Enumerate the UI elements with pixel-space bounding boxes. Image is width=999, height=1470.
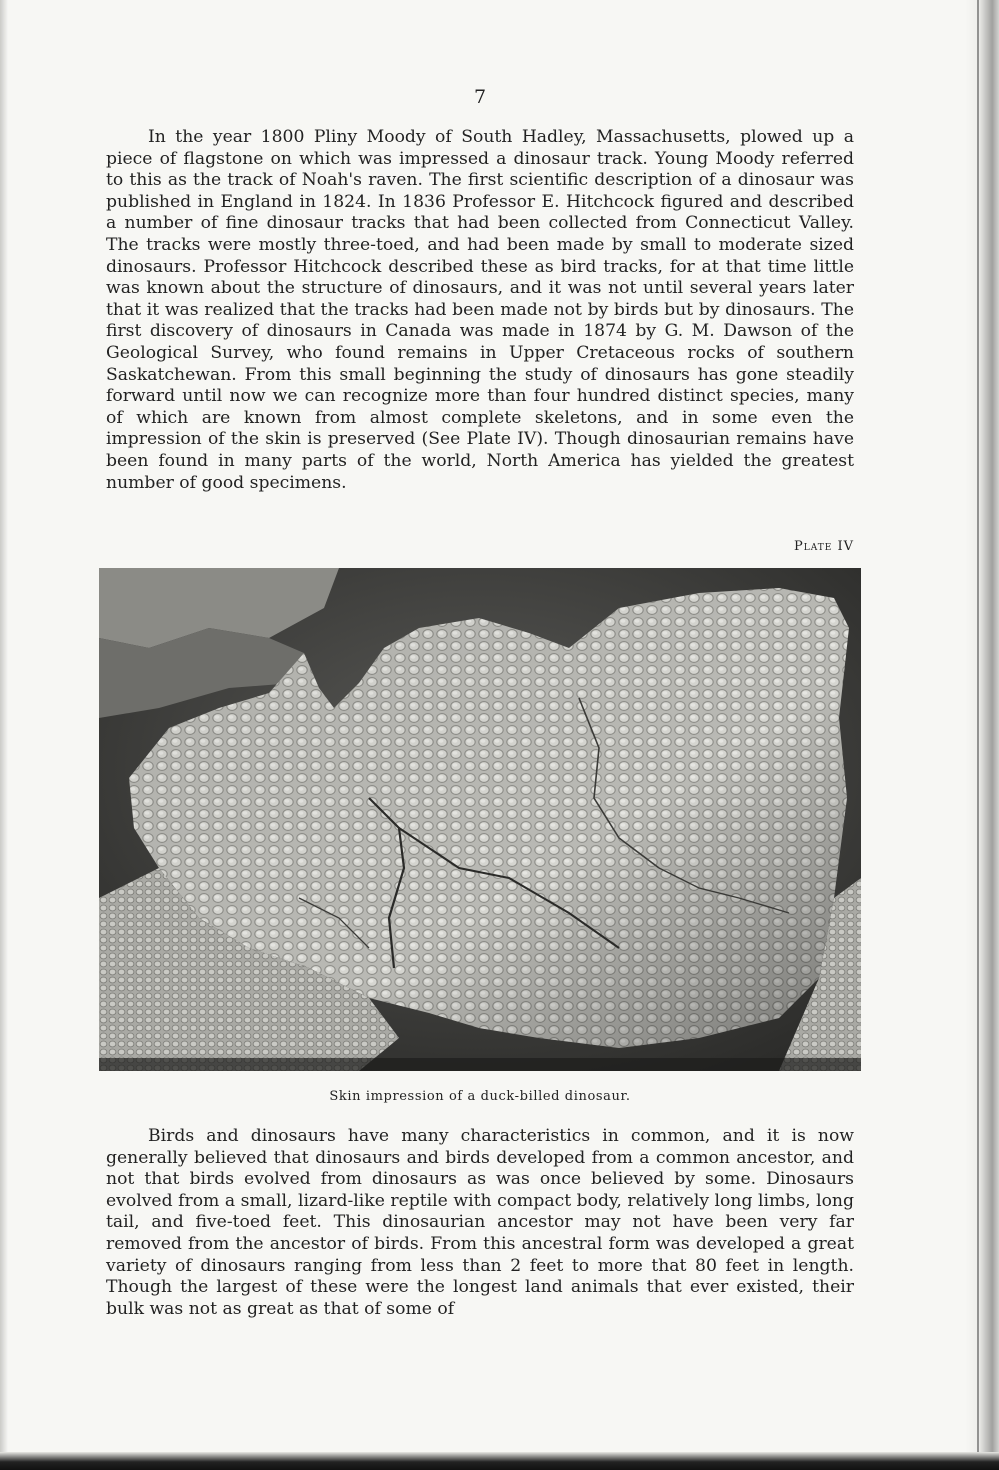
paragraph-1: In the year 1800 Pliny Moody of South Hadley, Massachusetts, plowed up a piece of flagstone on which was impressed a dinosaur track. Young Moody referred to this as the track of Noah's raven. The first scientific description of a dinosaur was published in England in 1824. In 1836 Professor E. Hitchcock figured and described a number of fine dinosaur tracks that had been collected from Connecticut Valley. The tracks were mostly three-toed, and had been made by small to moderate sized dinosaurs. Professor Hitchcock described these as bird tracks, for at that time little was known about the structure of dinosaurs, and it was not until several years later that it was realized that the tracks had been made not by birds but by dinosaurs. The first discovery of dinosaurs in Canada was made in 1874 by G. M. Dawson of the Geological Survey, who found remains in Upper Cretaceous rocks of southern Saskatchewan. From this small beginning the study of dinosaurs has gone steadily forward until now we can recognize more than four hundred distinct species, many of which are known from almost complete skeletons, and in some even the impression of the skin is preserved (See Plate IV). Though dinosaurian remains have been found in many parts of the world, North America has yielded the greatest number of good specimens. (106, 127, 854, 493)
page-right-edge-line (977, 0, 979, 1470)
plate-photograph-skin-impression (99, 568, 861, 1071)
paragraph-2: Birds and dinosaurs have many characteristics in common, and it is now generally believed that dinosaurs and birds developed from a common ancestor, and not that birds evolved from dinosaurs as was once believed by some. Dinosaurs evolved from a small, lizard-like reptile with compact body, relatively long limbs, long tail, and five-toed feet. This dinosaurian ancestor may not have been very far removed from the ancestor of birds. From this ancestral form was developed a great variety of dinosaurs ranging from less than 2 feet to more that 80 feet in length. Though the largest of these were the longest land animals that ever existed, their bulk was not as great as that of some of (106, 1126, 854, 1319)
plate-label (794, 539, 854, 554)
plate-caption: Skin impression of a duck-billed dinosaur. (329, 1089, 631, 1104)
skin-impression-illustration (99, 568, 861, 1071)
page-left-edge (0, 0, 8, 1470)
plate-label-text: Plate IV (794, 539, 854, 554)
page-number: 7 (474, 86, 487, 108)
page-right-edge-shadow (965, 0, 999, 1470)
page-bottom-edge (0, 1452, 999, 1470)
